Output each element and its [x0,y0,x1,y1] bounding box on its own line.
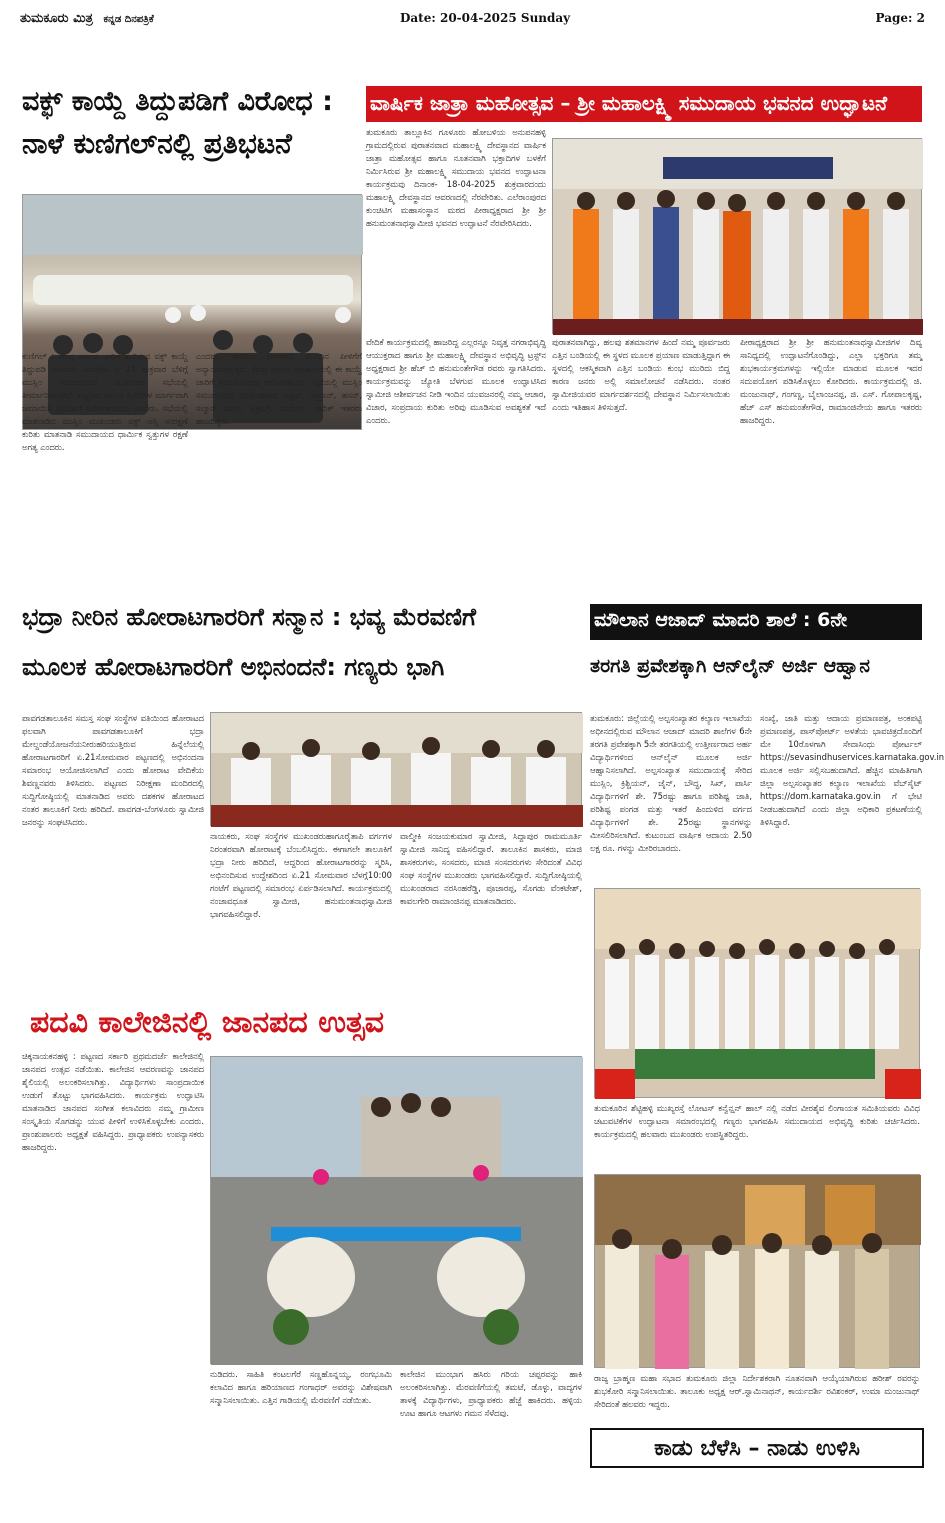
slogan-box: ಕಾಡು ಬೆಳೆಸಿ – ನಾಡು ಉಳಿಸಿ [590,1428,924,1468]
masthead-rule [20,78,925,80]
bullock-cart-illustration [211,1057,583,1365]
article-waqf-col-2: ಎಂದರು. ಇದರಿಂದ ಜನಾಂಗದ ಮುಂದಿನ ಪೀಳಿಗೆಗೆ ಅನ್ಯಾಯವಾಗುತ್ತದೆ. ಕೇಂದ್ರ ಸರ್ಕಾರ ತರಾತುರಿಯಲ್ಲಿ ಈ ಕಾಯ್ದೆ ಜಾರಿಗೆ ತಂದಿದೆ ಎಂದು ಆರೋಪಿಸಿದರು. ಸಭೆಯಲ್ಲಿ ಮುಸ್ಲಿಂ ಸಮುದಾಯದ ಮುಖಂಡರಾದ ಅನ್ವರ್, ಇಮ್ರಾನ್, ಹಸನ್, ಸಲ್ಮಾನ್ ಖಾನ್, ಅಕ್ರಮ್, ಮುಬೀನ್, ಸಾದಿಕ್ ಇತರರು ಹಾಜರಿದ್ದರು. [196,351,362,427]
lotus-convention-caption: ತುಮಕೂರಿನ ಶೆಟ್ಟಿಹಳ್ಳಿ ಮುಖ್ಯರಸ್ತೆ ಲೋಟಸ್ ಕನ್ವೆನ್ಷನ್ ಹಾಲ್ ನಲ್ಲಿ ನಡೆದ ವೀರಶೈವ ಲಿಂಗಾಯತ ಸಮಿತಿಯವರು ವಿವಿಧ ಚಟುವಟಿಕೆಗಳ ಉದ್ಘಾಟನಾ ಸಮಾರಂಭದಲ್ಲಿ ಗಣ್ಯರು ಭಾಗವಹಿಸಿ ಸಮುದಾಯದ ಅಭಿವೃದ್ಧಿ ಕುರಿತು ಚರ್ಚಿಸಿದರು. ಕಾರ್ಯಕ್ರಮದಲ್ಲಿ ಹಲವಾರು ಮುಖಂಡರು ಉಪಸ್ಥಿತರಿದ್ದರು. [594,1103,920,1140]
article-temple-col-3: ಪುರಾತನವಾಗಿದ್ದು, ಹಲವು ಶತಮಾನಗಳ ಹಿಂದೆ ನಮ್ಮ ಪೂರ್ವಜರು ಎತ್ತಿನ ಬಂಡಿಯಲ್ಲಿ ಈ ಸ್ಥಳದ ಮೂಲಕ ಪ್ರಯಾಣ ಮಾಡುತ್ತಿದ್ದಾಗ ಈ ಸ್ಥಳದಲ್ಲಿ ಆಕಸ್ಮಿಕವಾಗಿ ಎತ್ತಿನ ಬಂಡಿಯ ಕುಂಭ ಮುರಿದು ಬಿದ್ದ ಕಾರಣ ಜನರು ಅಲ್ಲಿ ಸಮಾಲೋಚನೆ ನಡೆಸಿದರು. ನಂತರ ಸ್ವಾಮೀಜಿಯವರ ಮಾರ್ಗದರ್ಶನದಲ್ಲಿ ದೇವಸ್ಥಾನ ನಿರ್ಮಿಸಲಾಯಿತು ಎಂದು ಇತಿಹಾಸ ತಿಳಿಸುತ್ತದೆ. [552,337,730,413]
article-temple-headline: ವಾರ್ಷಿಕ ಜಾತ್ರಾ ಮಹೋತ್ಸವ – ಶ್ರೀ ಮಹಾಲಕ್ಷ್ಮಿ ಸಮುದಾಯ ಭವನದ ಉದ್ಘಾಟನೆ [366,86,922,122]
brahmana-sabha-caption: ರಾಜ್ಯ ಬ್ರಾಹ್ಮಣ ಮಹಾ ಸಭಾದ ತುಮಕೂರು ಜಿಲ್ಲಾ ನಿರ್ದೇಶಕರಾಗಿ ನೂತನವಾಗಿ ಆಯ್ಕೆಯಾಗಿರುವ ಹರೀಶ್ ರವರನ್ನು ಶುಭಕೋರಿ ಸನ್ಮಾನಿಸಲಾಯಿತು. ತಾಲೂಕು ಅಧ್ಯಕ್ಷ ಆರ್.ಸ್ವಾಮಿನಾಥನ್, ಕಾರ್ಯದರ್ಶಿ ರವಿಶಂಕರ್, ಉಮಾ ಮಂಜುನಾಥ್ ಸೇರಿದಂತೆ ಹಲವರು ಇದ್ದರು. [594,1373,920,1410]
brahmana-sabha-illustration [595,1175,921,1369]
issue-date: Date: 20-04-2025 Sunday [400,11,571,25]
paper-tagline: ಕನ್ನಡ ದಿನಪತ್ರಿಕೆ [103,14,154,25]
article-folk-col-2: ನುಡಿದರು. ಸಾಹಿತಿ ಕಂಟಲಗೆರೆ ಸಣ್ಣಹೊನ್ನಯ್ಯ, ರಂಗಭೂಮಿ ಕಲಾವಿದ ಹಾಗೂ ಹರಿಯಾಣದ ಗಂಗಾಧರ್ ಅವರನ್ನು ವಿಶೇಷವಾಗಿ ಸನ್ಮಾನಿಸಲಾಯಿತು. ಎತ್ತಿನ ಗಾಡಿಯಲ್ಲಿ ಮೆರವಣಿಗೆ ನಡೆಯಿತು. [210,1369,392,1406]
article-temple-col-4: ಪೀಠಾಧ್ಯಕ್ಷರಾದ ಶ್ರೀ ಶ್ರೀ ಹನುಮಂತನಾಥಸ್ವಾಮೀಜಿಗಳ ದಿವ್ಯ ಸಾನಿಧ್ಯದಲ್ಲಿ ಉದ್ಘಾಟನೆಗೊಂಡಿದ್ದು, ಎಲ್ಲಾ ಭಕ್ತರಿಗೂ ತಮ್ಮ ಶುಭಕಾರ್ಯಕ್ರಮಗಳನ್ನು ಇಲ್ಲಿಯೇ ಮಾಡುವ ಮೂಲಕ ಇದರ ಸದುಪಯೋಗ ಪಡಿಸಿಕೊಳ್ಳಲು ಕೋರಿದರು. ಕಾರ್ಯಕ್ರಮದಲ್ಲಿ ಜಿ. ಮಂಜುನಾಥ್, ಗಂಗಣ್ಣ, ಬೈಲಾಂಜನಪ್ಪ, ಜಿ. ಎಸ್. ಗೋಪಾಲಕೃಷ್ಣ, ಹೆಚ್ ಎಸ್ ಹನುಮಂತೇಗೌಡ, ರಾಮಾಂಜಿನೇಯ ಹಾಗೂ ಇತರರು ಹಾಜರಿದ್ದರು. [740,337,922,426]
masthead [20,8,925,30]
article-bhadra-col-2: ನಾಯಕರು, ಸಂಘ ಸಂಸ್ಥೆಗಳ ಮುಖಂಡರುಹಾಗೂರೈತಾಪಿ ವರ್ಗಗಳ ನಿರಂತರವಾಗಿ ಹೋರಾಟಕ್ಕೆ ಬೆಂಬಲಿಸಿದ್ದರು. ಈಗಾಗಲೇ ತಾಲೂಕಿಗೆ ಭದ್ರಾ ನೀರು ಹರಿದಿದೆ, ಆದ್ದರಿಂದ ಹೋರಾಟಗಾರರನ್ನು ಸ್ಮರಿಸಿ, ಅಭಿನಂದಿಸುವ ಉದ್ದೇಶದಿಂದ ಏ.21 ಸೋಮವಾರ ಬೆಳಗ್ಗೆ10:00 ಗಂಟೆಗೆ ಪಟ್ಟಣದಲ್ಲಿ ಸಮಾರಂಭ ಏರ್ಪಡಿಸಲಾಗಿದೆ. ಕಾರ್ಯಕ್ರಮದಲ್ಲಿ ನಂಜಾವಧೂತ ಸ್ವಾಮೀಜಿ, ಹನುಮಂತನಾಥಸ್ವಾಮೀಜಿ ಭಾಗವಹಿಸಲಿದ್ದಾರೆ. [210,831,392,920]
article-bhadra-col-3: ವಾಲ್ಮೀಕಿ ಸಂಜಯಕುಮಾರ ಸ್ವಾಮೀಜಿ, ಸಿದ್ದಾಪುರ ರಾಮಮೂರ್ತಿ ಸ್ವಾಮೀಜಿ ಸಾನಿದ್ಯ ವಹಿಸಲಿದ್ದಾರೆ. ತಾಲೂಕಿನ ಶಾಸಕರು, ಮಾಜಿ ಶಾಸಕರುಗಳು, ಸಂಸದರು, ಮಾಜಿ ಸಂಸದರುಗಳು ಸೇರಿದಂತೆ ವಿವಿಧ ಸಂಘ ಸಂಸ್ಥೆಗಳ ಮುಖಂಡರು ಭಾಗವಹಿಸಲಿದ್ದಾರೆ. ಸುದ್ದಿಗೋಷ್ಠಿಯಲ್ಲಿ ಮುಖಂಡರಾದ ನರಸಿಂಹರೆಡ್ಡಿ, ಪೂಜಾರಪ್ಪ, ಸೊಗಡು ವೆಂಕಟೇಶ್, ಕಾವಲಗೇರಿ ರಾಮಾಂಜಿನಪ್ಪ ಮಾತನಾಡಿದರು. [400,831,582,907]
bhadra-pressmeet-photo [210,712,582,826]
article-temple-col-1: ತುಮಕೂರು ತಾಲ್ಲೂಕಿನ ಗೂಳೂರು ಹೋಬಳಿಯ ಅನುಪನಹಳ್ಳಿ ಗ್ರಾಮದಲ್ಲಿರುವ ಪುರಾತನವಾದ ಮಹಾಲಕ್ಷ್ಮಿ ದೇವಸ್ಥಾನದ ವಾರ್ಷಿಕ ಜಾತ್ರಾ ಮಹೋತ್ಸವ ಹಾಗೂ ನೂತನವಾಗಿ ಭಕ್ತಾದಿಗಳ ಬಳಕೆಗೆ ನಿರ್ಮಿಸಿರುವ ಶ್ರೀ ಮಹಾಲಕ್ಷ್ಮಿ ಸಮುದಾಯ ಭವನದ ಉದ್ಘಾಟನಾ ಕಾರ್ಯಕ್ರಮವು ದಿನಾಂಕ- 18-04-2025 ಶುಕ್ರವಾರದಂದು ಮಹಾಲಕ್ಷ್ಮಿ ದೇವಸ್ಥಾನದ ಆವರಣದಲ್ಲಿ ನೆರವೇರಿತು. ಎಲೆರಾಂಪುರದ ಕುಂಚಿಟಿಗ ಮಹಾಸಂಸ್ಥಾನ ಮಠದ ಪೀಠಾಧ್ಯಕ್ಷರಾದ ಶ್ರೀ ಶ್ರೀ ಹನುಮಂತನಾಥಸ್ವಾಮೀಜಿ ಭವನದ ಉದ್ಘಾಟನೆ ನೆರವೇರಿಸಿದರು. [366,127,546,229]
brahmana-sabha-photo [594,1174,920,1368]
article-school-col-1: ತುಮಕೂರು: ಜಿಲ್ಲೆಯಲ್ಲಿ ಅಲ್ಪಸಂಖ್ಯಾತರ ಕಲ್ಯಾಣ ಇಲಾಖೆಯ ಅಧೀನದಲ್ಲಿರುವ ಮೌಲಾನ ಆಜಾದ್ ಮಾದರಿ ಶಾಲೆಗಳ 6ನೇ ತರಗತಿ ಪ್ರವೇಶಕ್ಕಾಗಿ 5ನೇ ತರಗತಿಯಲ್ಲಿ ಉತ್ತೀರ್ಣರಾದ ಅರ್ಹ ವಿದ್ಯಾರ್ಥಿಗಳಿಂದ ಆನ್‌ಲೈನ್ ಮೂಲಕ ಅರ್ಜಿ ಆಹ್ವಾನಿಸಲಾಗಿದೆ. ಅಲ್ಪಸಂಖ್ಯಾತ ಸಮುದಾಯಕ್ಕೆ ಸೇರಿದ ಮುಸ್ಲಿಂ, ಕ್ರಿಶ್ಚಿಯನ್, ಜೈನ್, ಬೌದ್ಧ, ಸಿಖ್, ಪಾರ್ಸಿ ವಿದ್ಯಾರ್ಥಿಗಳಿಗೆ ಶೇ. 75ರಷ್ಟು ಹಾಗೂ ಪರಿಶಿಷ್ಟ ಜಾತಿ, ಪರಿಶಿಷ್ಟ ಪಂಗಡ ಮತ್ತು ಇತರೆ ಹಿಂದುಳಿದ ವರ್ಗದ ವಿದ್ಯಾರ್ಥಿಗಳಿಗೆ ಶೇ. 25ರಷ್ಟು ಸ್ಥಾನಗಳನ್ನು ಮೀಸಲಿರಿಸಲಾಗಿದೆ. ಕುಟುಂಬದ ವಾರ್ಷಿಕ ಆದಾಯ 2.50 ಲಕ್ಷ ರೂ. ಗಳನ್ನು ಮೀರಿರಬಾರದು. [590,713,752,854]
article-bhadra-headline-2: ಮೂಲಕ ಹೋರಾಟಗಾರರಿಗೆ ಅಭಿನಂದನೆ: ಗಣ್ಯರು ಭಾಗಿ [22,653,445,681]
article-bhadra-headline-1: ಭದ್ರಾ ನೀರಿನ ಹೋರಾಟಗಾರರಿಗೆ ಸನ್ಮಾನ : ಭವ್ಯ ಮೆರವಣಿಗೆ [22,603,476,631]
article-folk-col-3: ಕಾಲೇಜಿನ ಮುಂಭಾಗ ಹಸಿರು ಗರಿಯ ಚಪ್ಪರವನ್ನು ಹಾಕಿ ಅಲಂಕರಿಸಲಾಗಿತ್ತು. ಮೆರವಣಿಗೆಯಲ್ಲಿ ತಮಟೆ, ಡೊಳ್ಳು, ವಾದ್ಯಗಳ ತಾಳಕ್ಕೆ ವಿದ್ಯಾರ್ಥಿಗಳು, ಪ್ರಾಧ್ಯಾಪಕರು ಹೆಜ್ಜೆ ಹಾಕಿದರು. ಹಳ್ಳಿಯ ಊಟ ಹಾಗೂ ಆಟಗಳು ಗಮನ ಸೆಳೆದವು. [400,1369,582,1419]
bhadra-pressmeet-illustration [211,713,583,827]
lotus-convention-illustration [595,889,921,1099]
article-waqf [22,86,362,348]
paper-name: ತುಮಕೂರು ಮಿತ್ರ [20,11,93,26]
article-folk-headline: ಪದವಿ ಕಾಲೇಜಿನಲ್ಲಿ ಜಾನಪದ ಉತ್ಸವ [22,1002,578,1044]
article-waqf-headline-1: ವಕ್ಫ್ ಕಾಯ್ದೆ ತಿದ್ದುಪಡಿಗೆ ವಿರೋಧ : [22,86,333,117]
article-temple-col-2: ವೇದಿಕೆ ಕಾರ್ಯಕ್ರಮದಲ್ಲಿ ಹಾಜರಿದ್ದ ಎಲ್ಲರನ್ನೂ ನಿವೃತ್ತ ನಗರಾಭಿವೃದ್ಧಿ ಆಯುಕ್ತರಾದ ಹಾಗೂ ಶ್ರೀ ಮಹಾಲಕ್ಷ್ಮಿ ದೇವಸ್ಥಾನ ಅಭಿವೃದ್ಧಿ ಟ್ರಸ್ಟ್‌ನ ಅಧ್ಯಕ್ಷರಾದ ಶ್ರೀ ಹೆಚ್ ಬಿ ಹನುಮಂತೇಗೌಡ ರವರು ಸ್ವಾಗತಿಸಿದರು. ಕಾರ್ಯಕ್ರಮವನ್ನು ಜ್ಯೋತಿ ಬೆಳಗುವ ಮೂಲಕ ಉದ್ಘಾಟಿಸಿದ ಸ್ವಾಮೀಜಿ ಆಶೀರ್ವಚನ ನೀಡಿ ಇಂದಿನ ಯುವಜನರಲ್ಲಿ ನಮ್ಮ ಆಚಾರ, ವಿಚಾರ, ಸಂಪ್ರದಾಯ ಕುರಿತು ಅರಿವು ಮೂಡಿಸುವ ಅವಶ್ಯಕತೆ ಇದೆ ಎಂದರು. [366,337,546,426]
lotus-convention-photo [594,888,920,1098]
page-number: Page: 2 [875,11,925,25]
article-bhadra-col-1: ಪಾವಗಡತಾಲೂಕಿನ ಸಮಸ್ತ ಸಂಘ ಸಂಸ್ಥೆಗಳ ವತಿಯಿಂದ ಹೋರಾಟದ ಫಲವಾಗಿ ಪಾವಗಡತಾಲೂಕಿಗೆ ಭದ್ರಾ ಮೇಲ್ದಂಡೆಯೋಜನೆಯನೀರುಹರಿಯುತ್ತಿರುವ ಹಿನ್ನೆಲೆಯಲ್ಲಿ ಹೋರಾಟಗಾರರಿಗೆ ಏ.21ಸೋಮವಾರ ಪಟ್ಟಣದಲ್ಲಿ ಅಭಿನಂದನಾ ಸಮಾರಂಭ ಆಯೋಜಿಸಲಾಗಿದೆ ಎಂದು ಹೋರಾಟ ವೇದಿಕೆಯ ಶಿವಣ್ಣನವರು ತಿಳಿಸಿದರು. ಪಟ್ಟಣದ ನಿರೀಕ್ಷಣಾ ಮಂದಿರದಲ್ಲಿ ಸುದ್ದಿಗೋಷ್ಠಿಯಲ್ಲಿ ಮಾತನಾಡಿದ ಅವರು ದಶಕಗಳ ಹೋರಾಟದ ನಂತರ ತಾಲೂಕಿಗೆ ನೀರು ಹರಿದಿದೆ. ಪಾವಗಡ-ಬೆಂಗಳೂರು ಸ್ವಾಮೀಜಿ ಜನರನ್ನು ಸಂಘಟಿಸಿದರು. [22,713,204,828]
temple-inauguration-photo [552,138,922,334]
article-school-headline-1: ಮೌಲಾನ ಆಜಾದ್ ಮಾದರಿ ಶಾಲೆ : 6ನೇ [590,604,922,640]
article-school-headline-2: ತರಗತಿ ಪ್ರವೇಶಕ್ಕಾಗಿ ಆನ್‌ಲೈನ್ ಅರ್ಜಿ ಆಹ್ವಾನ [590,655,870,677]
article-waqf-col-1: ಕುಣಿಗಲ್ : ಕೇಂದ್ರ ಸರ್ಕಾರ ಜಾರಿಗೆ ತಂದಿರುವ ವಕ್ಫ್ ಕಾಯ್ದೆ ತಿದ್ದುಪಡಿ ಮಸೂದೆ ವಿರೋಧಿಸಿ ಏ 21 ಶುಕ್ರವಾರ ಬೆಳಿಗ್ಗೆ ಮುಸ್ಲಿಂ ಸಮುದಾಯದ ಮುಖಂಡರ ಸಭೆಯಲ್ಲಿ ತೀರ್ಮಾನಿಸಲಾಗಿದೆ. ಪಟ್ಟಣದ ಸರ್ಕಾರಿ ಕಚೇರಿಗಳ ಮಾರ್ಗವಾಗಿ ಜಮಾಯಿಸಿ ಪ್ರತಿಭಟನೆ ನಡೆಸಲಾಗುವುದು ಎಂದರು. ಸಭೆಯಲ್ಲಿ ಮಾತನಾಡಿದ ಮುಸ್ಲಿಂ ಮುಖಂಡರು ವಕ್ಫ್ ಆಸ್ತಿ ಸಂರಕ್ಷಣೆ ಕುರಿತು ಮಾತನಾಡಿ ಸಮುದಾಯದ ಧಾರ್ಮಿಕ ಸ್ವತ್ತುಗಳ ರಕ್ಷಣೆ ಅಗತ್ಯ ಎಂದರು. [22,351,188,453]
article-folk-col-1: ಚಿಕ್ಕನಾಯಕನಹಳ್ಳಿ : ಪಟ್ಟಣದ ಸರ್ಕಾರಿ ಪ್ರಥಮದರ್ಜೆ ಕಾಲೇಜಿನಲ್ಲಿ ಜಾನಪದ ಉತ್ಸವ ನಡೆಯಿತು. ಕಾಲೇಜಿನ ಆವರಣವನ್ನು ಜಾನಪದ ಶೈಲಿಯಲ್ಲಿ ಅಲಂಕರಿಸಲಾಗಿತ್ತು. ವಿದ್ಯಾರ್ಥಿಗಳು ಸಾಂಪ್ರದಾಯಿಕ ಉಡುಗೆ ತೊಟ್ಟು ಭಾಗವಹಿಸಿದರು. ಕಾರ್ಯಕ್ರಮ ಉದ್ಘಾಟಿಸಿ ಮಾತನಾಡಿದ ಜಾನಪದ ಸಂಗೀತ ಕಲಾವಿದರು ನಮ್ಮ ಗ್ರಾಮೀಣ ಸಂಸ್ಕೃತಿಯ ಸೊಗಡನ್ನು ಯುವ ಪೀಳಿಗೆ ಉಳಿಸಿಕೊಳ್ಳಬೇಕು ಎಂದರು. ಪ್ರಾಂಶುಪಾಲರು ಅಧ್ಯಕ್ಷತೆ ವಹಿಸಿದ್ದರು. ಪ್ರಾಧ್ಯಾಪಕರು ಉಪನ್ಯಾಸಕರು ಹಾಜರಿದ್ದರು. [22,1051,204,1153]
bullock-cart-photo [210,1056,582,1364]
article-school-col-2: ಸಂಖ್ಯೆ, ಜಾತಿ ಮತ್ತು ಆದಾಯ ಪ್ರಮಾಣಪತ್ರ, ಅಂಕಪಟ್ಟಿ ಪ್ರಮಾಣಪತ್ರ, ಪಾಸ್‌ಪೋರ್ಟ್ ಅಳತೆಯ ಭಾವಚಿತ್ರದೊಂದಿಗೆ ಮೇ 10ರೊಳಗಾಗಿ ಸೇವಾಸಿಂಧು ಪೋರ್ಟಲ್ https://sevasindhuservices.karnataka.gov.in ಮೂಲಕ ಅರ್ಜಿ ಸಲ್ಲಿಸಬಹುದಾಗಿದೆ. ಹೆಚ್ಚಿನ ಮಾಹಿತಿಗಾಗಿ ಜಿಲ್ಲಾ ಅಲ್ಪಸಂಖ್ಯಾತರ ಕಲ್ಯಾಣ ಇಲಾಖೆಯ ವೆಬ್‌ಸೈಟ್ https://dom.karnataka.gov.in ಗೆ ಭೇಟಿ ನೀಡಬಹುದಾಗಿದೆ ಎಂದು ಜಿಲ್ಲಾ ಅಧಿಕಾರಿ ಪ್ರಕಟಣೆಯಲ್ಲಿ ತಿಳಿಸಿದ್ದಾರೆ. [760,713,945,828]
temple-inauguration-illustration [553,139,923,335]
article-waqf-headline-2: ನಾಳೆ ಕುಣಿಗಲ್‌ನಲ್ಲಿ ಪ್ರತಿಭಟನೆ [22,127,292,160]
